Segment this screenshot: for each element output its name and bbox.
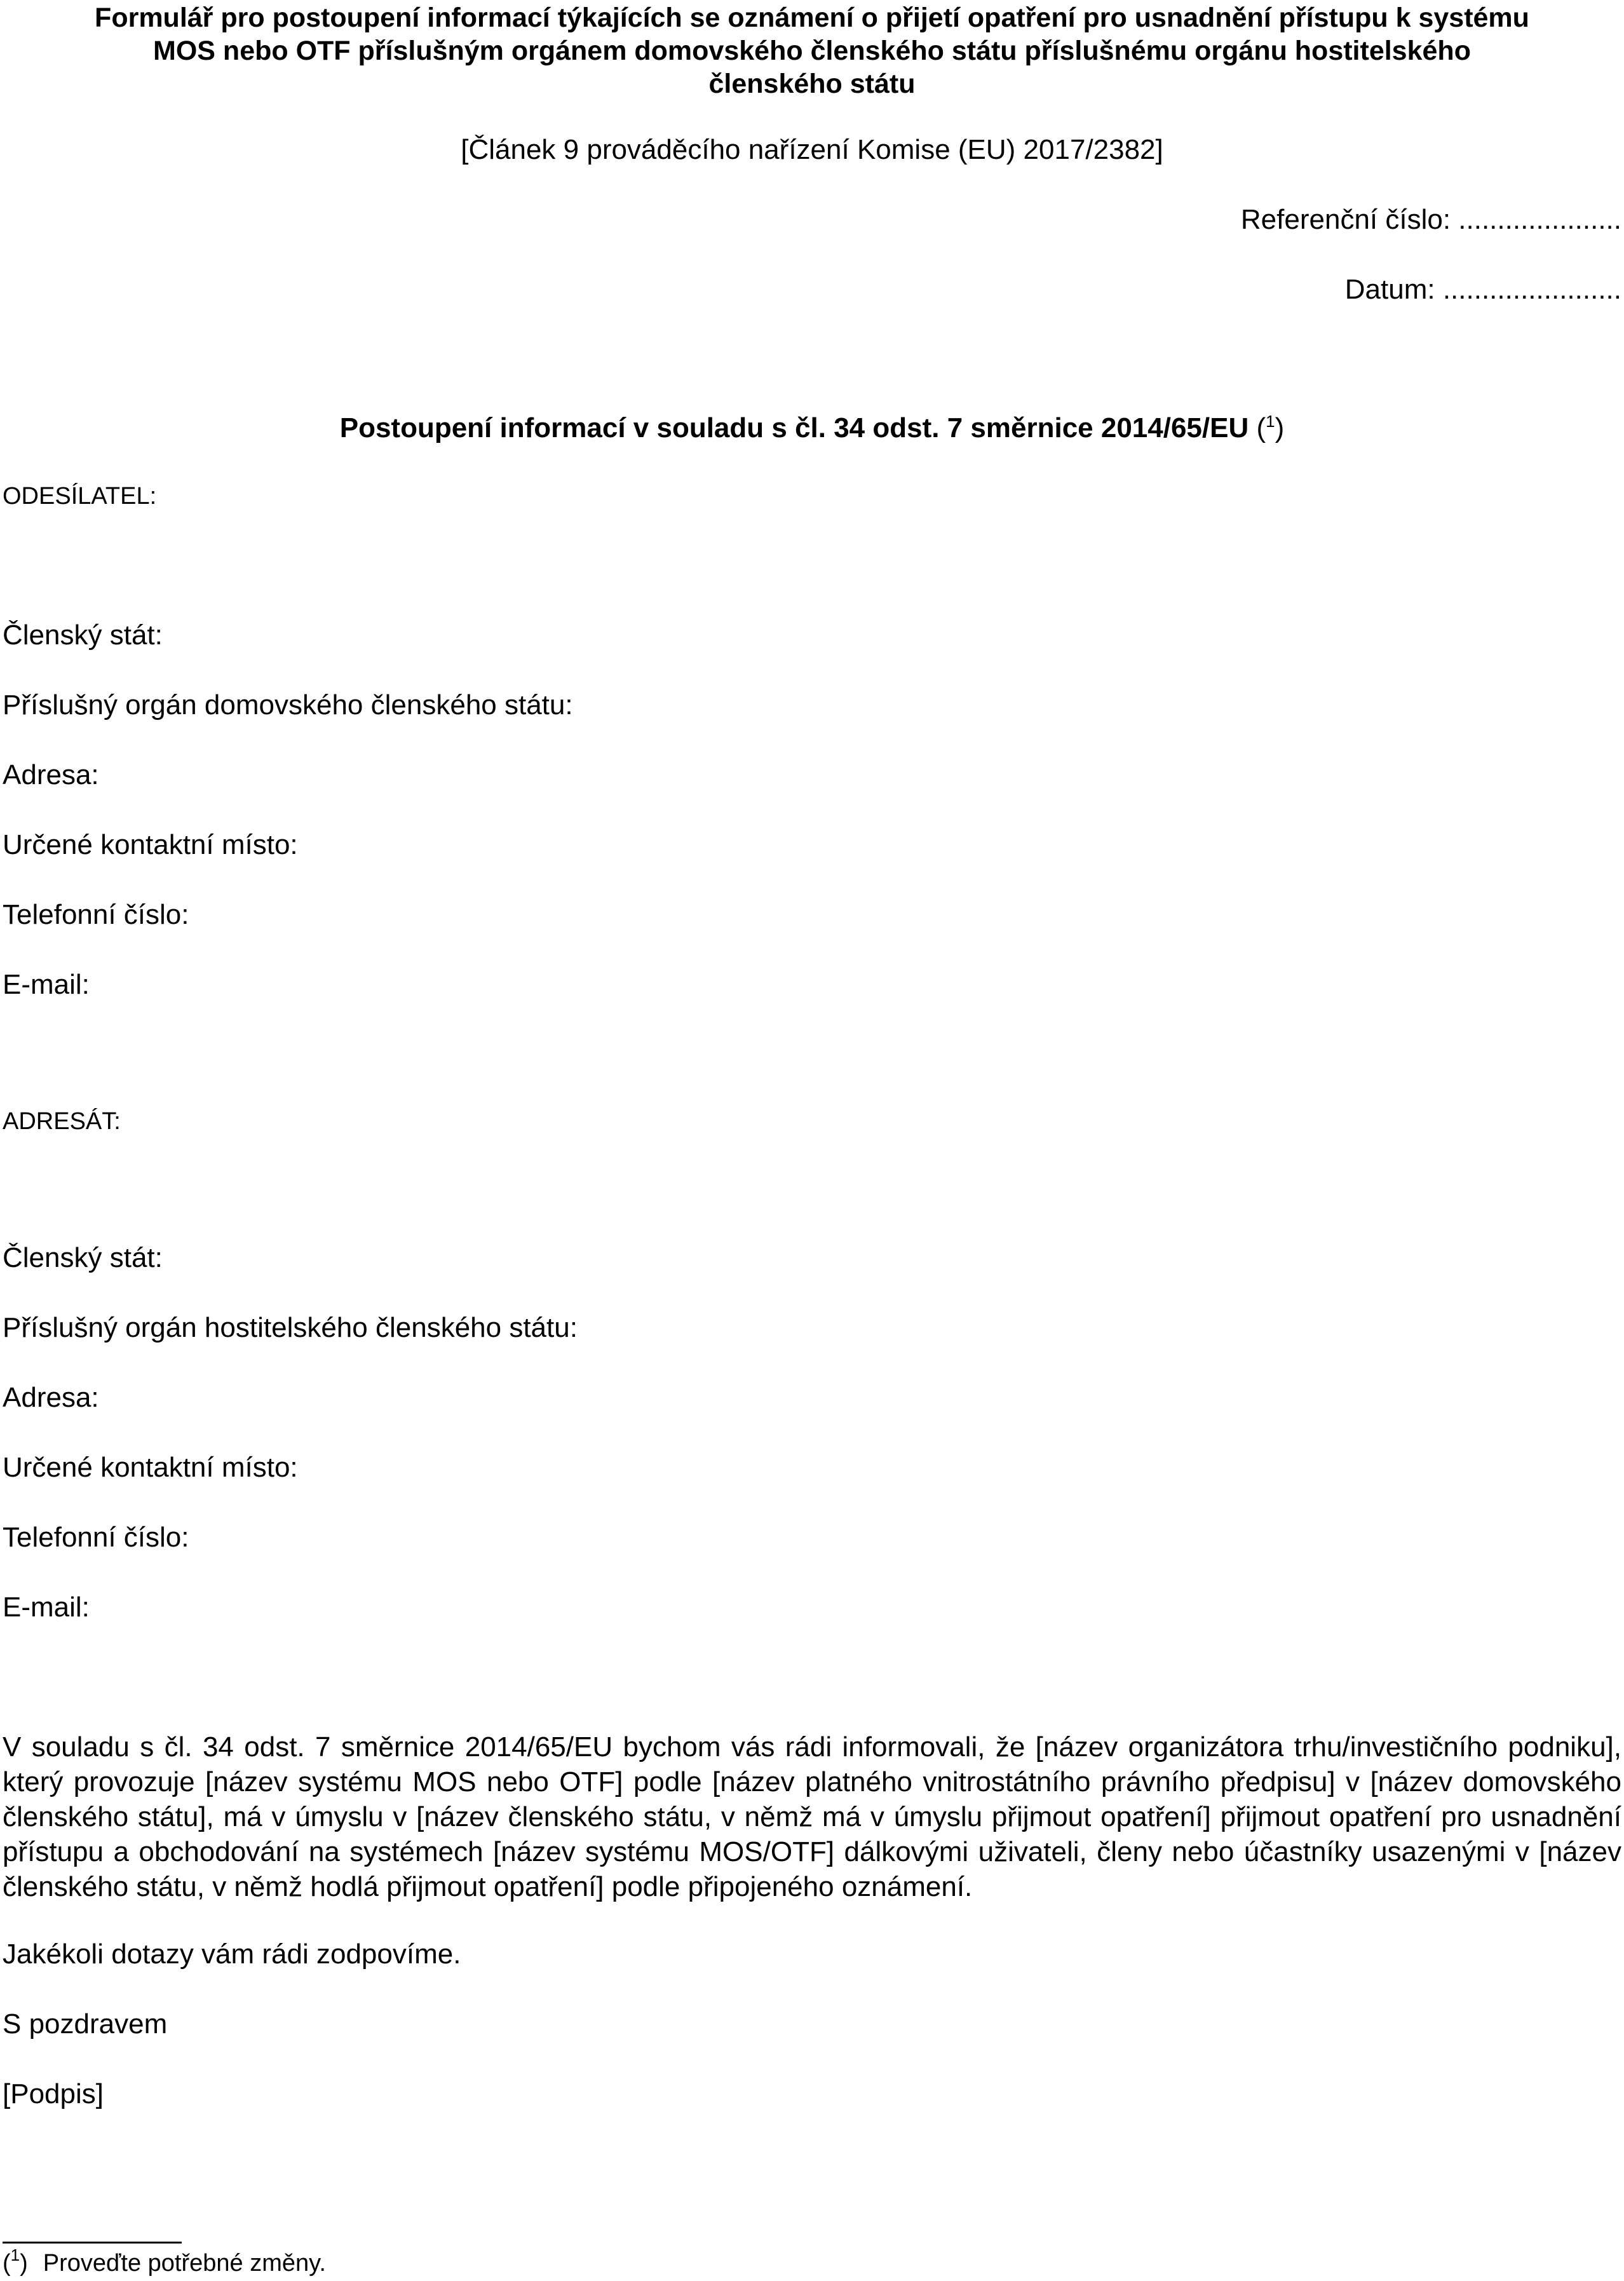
sender-member-state-label: Členský stát: bbox=[3, 619, 163, 651]
article-reference: [Článek 9 prováděcího nařízení Komise (EU) 2017/2382] bbox=[461, 134, 1163, 165]
footnote-close-paren: ) bbox=[1275, 412, 1285, 443]
form-title-line-1: Formulář pro postoupení informací týkajících se oznámení o přijetí opatření pro usnadnění přístupu k systému bbox=[95, 3, 1529, 33]
footnote-separator bbox=[3, 2242, 182, 2244]
reference-number-field: Referenční číslo: ..................... bbox=[1240, 204, 1621, 235]
form-title-line-3: členského státu bbox=[708, 69, 916, 99]
subtitle-footnote-ref bbox=[1256, 412, 1284, 443]
sender-email-label: E-mail: bbox=[3, 969, 90, 1000]
sender-phone-label: Telefonní číslo: bbox=[3, 899, 189, 930]
footnote-number: 1 bbox=[10, 2245, 20, 2264]
recipient-phone-label: Telefonní číslo: bbox=[3, 1522, 189, 1553]
recipient-address-label: Adresa: bbox=[3, 1382, 99, 1413]
form-title-line-2: MOS nebo OTF příslušným orgánem domovského členského státu příslušnému orgánu hostitelského bbox=[153, 36, 1471, 66]
sender-address-label: Adresa: bbox=[3, 759, 99, 790]
closing-salutation: S pozdravem bbox=[3, 2008, 168, 2040]
questions-sentence: Jakékoli dotazy vám rádi zodpovíme. bbox=[3, 1939, 461, 1970]
recipient-email-label: E-mail: bbox=[3, 1592, 90, 1623]
signature-placeholder: [Podpis] bbox=[3, 2078, 104, 2109]
footnote-open-paren: ( bbox=[3, 2250, 11, 2277]
sender-contact-point-label: Určené kontaktní místo: bbox=[3, 829, 298, 860]
footnote-text: Proveďte potřebné změny. bbox=[43, 2250, 326, 2277]
footnote-open-paren: ( bbox=[1256, 412, 1266, 443]
recipient-authority-label: Příslušný orgán hostitelského členského státu: bbox=[3, 1312, 578, 1343]
sender-heading: ODESÍLATEL: bbox=[3, 483, 157, 510]
recipient-member-state-label: Členský stát: bbox=[3, 1242, 163, 1273]
recipient-heading: ADRESÁT: bbox=[3, 1108, 121, 1135]
footnote bbox=[3, 2245, 326, 2277]
date-field: Datum: ....................... bbox=[1344, 274, 1621, 305]
footnote-mark: 1 bbox=[1266, 412, 1275, 431]
footnote-close-paren: ) bbox=[20, 2250, 28, 2277]
section-subtitle bbox=[0, 412, 1624, 445]
sender-authority-label: Příslušný orgán domovského členského státu: bbox=[3, 689, 573, 721]
notification-paragraph: V souladu s čl. 34 odst. 7 směrnice 2014/65/EU bychom vás rádi informovali, že [název organizátora trhu/investičního podniku], který provozuje [název systému MOS nebo OTF] podle [název platného vnitrostátního právního předpisu] v [název domovského členského státu], má v úmyslu v [název členského státu, v němž má v úmyslu přijmout opatření] přijmout opatření pro usnadnění přístupu a obchodování na systémech [název systému MOS/OTF] dálkovými uživateli, členy nebo účastníky usazenými v [název členského státu, v němž hodlá přijmout opatření] podle připojeného oznámení. bbox=[3, 1731, 1621, 1902]
recipient-contact-point-label: Určené kontaktní místo: bbox=[3, 1452, 298, 1483]
subtitle-text: Postoupení informací v souladu s čl. 34 odst. 7 směrnice 2014/65/EU bbox=[339, 412, 1249, 443]
